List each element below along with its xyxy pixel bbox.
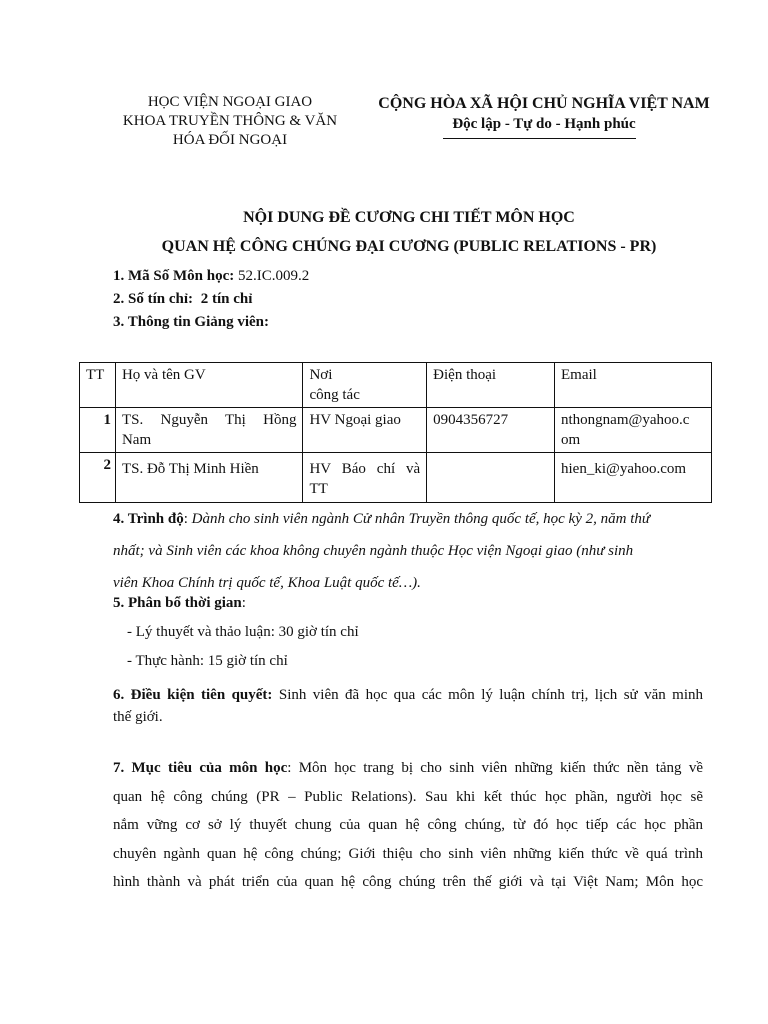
objectives-line1 xyxy=(113,754,703,783)
row-tt: 1 xyxy=(80,408,116,453)
course-title: QUAN HỆ CÔNG CHÚNG ĐẠI CƯƠNG (PUBLIC RELATIONS - PR) xyxy=(161,238,657,255)
prerequisites-line1 xyxy=(113,684,703,706)
section-level-label: 4. Trình độ xyxy=(113,511,184,527)
row-email xyxy=(555,408,712,453)
row-name: TS. Đỗ Thị Minh Hiền xyxy=(115,453,303,503)
table-header-row xyxy=(80,363,712,408)
objectives-text-4: chuyên ngành quan hệ công chúng; Giới thiệu cho sinh viên những kiến thức về quá trình xyxy=(113,845,703,862)
row-workplace-l1: HV Báo chí và xyxy=(309,461,421,477)
section-prerequisites xyxy=(113,684,703,728)
objectives-text-2: quan hệ công chúng (PR – Public Relations). Sau khi kết thúc học phần, người học sẽ xyxy=(113,788,703,805)
national-motto-block xyxy=(364,93,724,135)
row-email-l1: nthongnam@yahoo.c xyxy=(561,412,690,428)
row-phone xyxy=(427,453,555,503)
table-row xyxy=(80,408,712,453)
objectives-text-5: hình thành và phát triển của quan hệ công chúng trên thế giới và tại Việt Nam; Môn học xyxy=(113,874,703,891)
header-workplace-l1: Nơi xyxy=(309,367,333,383)
row-email: hien_ki@yahoo.com xyxy=(555,453,712,503)
national-motto: Độc lập - Tự do - Hạnh phúc xyxy=(452,116,636,132)
section-time-label: 5. Phân bổ thời gian xyxy=(113,595,242,611)
section-objectives xyxy=(113,754,703,897)
row-name-l1: TS. Nguyễn Thị Hồng xyxy=(121,412,297,428)
prerequisites-label: 6. Điều kiện tiên quyết: xyxy=(113,687,273,703)
country-name: CỘNG HÒA XÃ HỘI CHỦ NGHĨA VIỆT NAM xyxy=(378,95,710,112)
lecturer-info-heading: 3. Thông tin Giảng viên: xyxy=(113,314,270,330)
faculty-name-line1: KHOA TRUYỀN THÔNG & VĂN xyxy=(122,113,338,129)
institution-block xyxy=(80,93,380,150)
institution-name: HỌC VIỆN NGOẠI GIAO xyxy=(147,94,313,110)
section-time-allocation xyxy=(113,595,246,612)
section-level xyxy=(113,506,703,596)
header-workplace xyxy=(303,363,427,408)
row-email-l2: om xyxy=(561,432,581,448)
time-theory-line: - Lý thuyết và thảo luận: 30 giờ tín chỉ xyxy=(127,624,359,640)
row-workplace: HV Ngoại giao xyxy=(303,408,427,453)
section-level-line1 xyxy=(113,506,703,532)
header-name: Họ và tên GV xyxy=(115,363,303,408)
motto-underline xyxy=(443,138,636,139)
time-practice-line: - Thực hành: 15 giờ tín chỉ xyxy=(127,653,288,669)
header-phone: Điện thoại xyxy=(427,363,555,408)
table-row xyxy=(80,453,712,503)
section-level-text-2: nhất; và Sinh viên các khoa không chuyên ngành thuộc Học viện Ngoại giao (như sinh xyxy=(113,543,634,559)
row-phone: 0904356727 xyxy=(427,408,555,453)
credits-line xyxy=(113,291,252,308)
section-time-colon: : xyxy=(241,595,246,611)
section-level-text-1: Dành cho sinh viên ngành Cử nhân Truyền thông quốc tế, học kỳ 2, năm thứ xyxy=(191,511,651,527)
course-code-line xyxy=(113,268,309,285)
header-tt: TT xyxy=(80,363,116,408)
row-name-l2: Nam xyxy=(121,432,152,448)
row-name xyxy=(115,408,303,453)
objectives-text-3: nắm vững cơ sở lý thuyết chung của quan hệ công chúng, từ đó học tiếp các học phần xyxy=(113,817,703,834)
header-workplace-l2: công tác xyxy=(309,387,360,403)
section-level-text-3: viên Khoa Chính trị quốc tế, Khoa Luật quốc tế…). xyxy=(113,575,421,591)
document-title: NỘI DUNG ĐỀ CƯƠNG CHI TIẾT MÔN HỌC xyxy=(243,209,575,226)
faculty-name-line2: HÓA ĐỐI NGOẠI xyxy=(172,132,288,148)
course-code-value: 52.IC.009.2 xyxy=(238,268,310,284)
section-level-colon: : xyxy=(183,511,188,527)
credits-value: 2 tín chỉ xyxy=(200,291,253,307)
objectives-label: 7. Mục tiêu của môn học xyxy=(113,760,288,776)
row-tt: 2 xyxy=(80,453,116,503)
credits-label: 2. Số tín chỉ: xyxy=(113,291,194,307)
prerequisites-text-1: Sinh viên đã học qua các môn lý luận chính trị, lịch sử văn minh xyxy=(278,687,703,703)
lecturer-table xyxy=(79,362,712,503)
course-code-label: 1. Mã Số Môn học: xyxy=(113,268,235,284)
row-workplace-l2: TT xyxy=(309,481,328,497)
objectives-text-1: : Môn học trang bị cho sinh viên những kiến thức nền tảng về xyxy=(287,760,703,776)
prerequisites-text-2: thế giới. xyxy=(113,709,163,725)
row-workplace xyxy=(303,453,427,503)
header-email: Email xyxy=(555,363,712,408)
